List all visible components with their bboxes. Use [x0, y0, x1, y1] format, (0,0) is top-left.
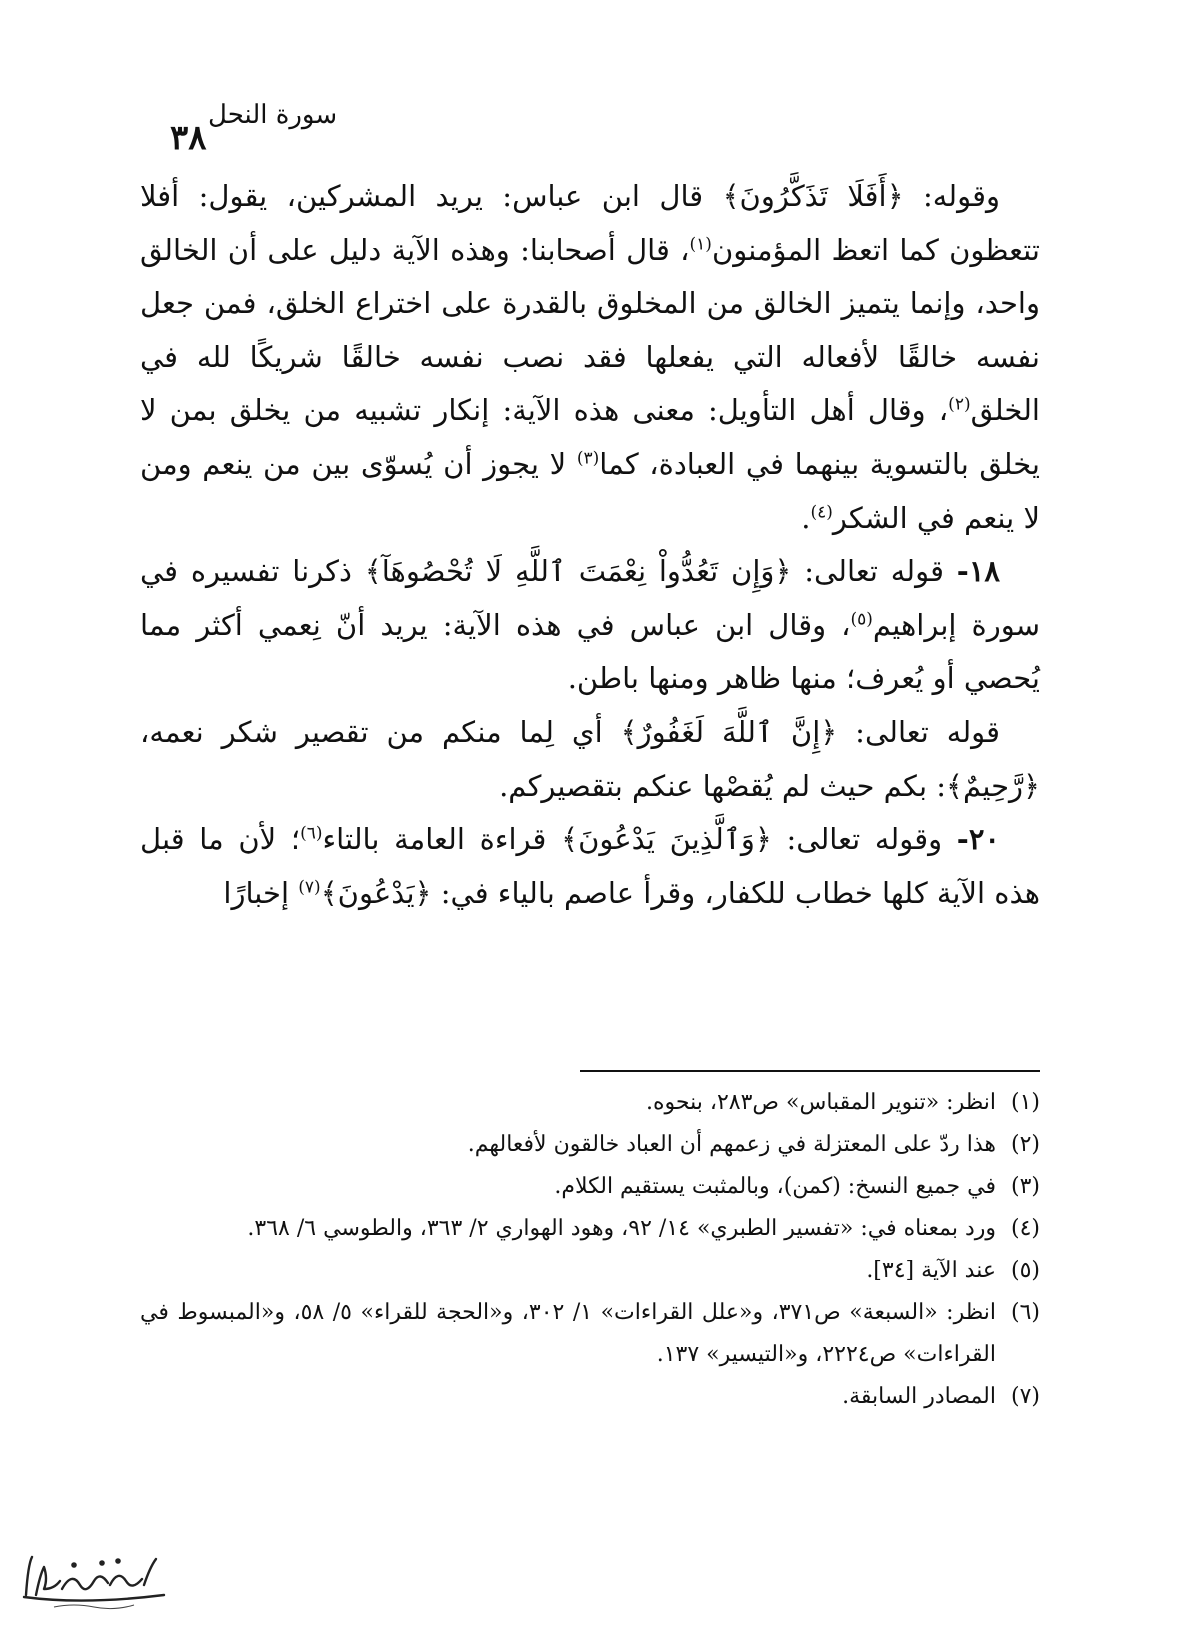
text-span: إخبارًا [223, 875, 299, 910]
footnote-number: (٣) [1010, 1174, 1040, 1199]
paragraph-1 [140, 170, 1040, 545]
paragraph-3 [140, 706, 1040, 813]
verse-number: ١٨- [956, 554, 1000, 589]
quran-quote: ﴿يَدْعُونَ﴾ [320, 875, 432, 910]
calligraphy-logo-icon [14, 1545, 174, 1615]
footnote-item [140, 1376, 1040, 1418]
footnote-ref[interactable]: (٣) [576, 448, 600, 469]
footnote-ref[interactable]: (١) [689, 233, 712, 254]
footnote-number: (٤) [1010, 1216, 1040, 1241]
text-span: ؛ لأن ما قبل هذه الآية كلها خطاب للكفار، وقرأ عاصم بالياء في: [140, 822, 1040, 910]
text-span: ذكرنا تفسيره في سورة إبراهيم [140, 554, 1040, 642]
footnote-number: (١) [1010, 1090, 1040, 1115]
text-span: قراءة العامة بالتاء [322, 822, 562, 857]
footnote-item [140, 1250, 1040, 1292]
footnote-number: (٦) [1010, 1300, 1040, 1325]
footnote-ref[interactable]: (٧) [298, 877, 321, 898]
running-head-title: سورة النحل [208, 100, 338, 130]
footnote-number: (٥) [1010, 1258, 1040, 1283]
text-span: وقوله: [903, 179, 1000, 213]
text-span: قال ابن عباس: يريد المشركين، يقول: أفلا تتعظون كما اتعظ المؤمنون [140, 179, 1040, 267]
footnote-number: (٧) [1010, 1384, 1040, 1409]
footnote-separator [580, 1070, 1040, 1072]
footnote-text: انظر: «تنوير المقباس» ص٢٨٣، بنحوه. [646, 1090, 996, 1115]
main-text [140, 170, 1040, 920]
paragraph-4 [140, 813, 1040, 920]
footnote-ref[interactable]: (٦) [300, 823, 323, 844]
footnote-text: عند الآية [٣٤]. [866, 1258, 996, 1283]
footnote-item [140, 1124, 1040, 1166]
footnote-text: انظر: «السبعة» ص٣٧١، و«علل القراءات» ١/ ٣٠٢، و«الحجة للقراء» ٥/ ٥٨، و«المبسوط في القراءات» ص٢٢٢٤، و«التيسير» ١٣٧. [140, 1300, 996, 1367]
footnote-item [140, 1292, 1040, 1376]
footnote-item [140, 1208, 1040, 1250]
quran-quote: ﴿وَٱلَّذِينَ يَدْعُونَ﴾ [561, 822, 772, 857]
text-span: . [801, 500, 811, 535]
quran-quote: ﴿إِنَّ ٱللَّهَ لَغَفُورٌ﴾ [620, 714, 838, 749]
paragraph-2 [140, 545, 1040, 706]
footnote-text: هذا ردّ على المعتزلة في زعمهم أن العباد خالقون لأفعالهم. [467, 1132, 996, 1157]
text-span: أي لِما منكم من تقصير شكر نعمه، [140, 714, 621, 749]
text-span: قوله تعالى: [791, 554, 957, 589]
footnote-text: المصادر السابقة. [842, 1384, 996, 1409]
text-span: ، وقال أهل التأويل: معنى هذه الآية: إنكار تشبيه من يخلق بمن لا يخلق بالتسوية بينهما في العبادة، كما [140, 393, 1040, 481]
verse-number: ٢٠- [956, 822, 1000, 857]
footnote-item [140, 1082, 1040, 1124]
footnote-text: ورد بمعناه في: «تفسير الطبري» ١٤/ ٩٢، وهود الهواري ٢/ ٣٦٣، والطوسي ٦/ ٣٦٨. [247, 1216, 996, 1241]
footnote-ref[interactable]: (٥) [850, 609, 873, 630]
footnote-ref[interactable]: (٤) [810, 501, 833, 522]
text-span: قوله تعالى: [837, 714, 1001, 749]
footnote-number: (٢) [1010, 1132, 1040, 1157]
text-span: وقوله تعالى: [771, 822, 957, 857]
quran-quote: ﴿رَّحِيمٌ﴾ [946, 768, 1040, 803]
text-span: لا يجوز أن يُسوّى بين من ينعم ومن لا ينعم في الشكر [140, 446, 1040, 535]
footnotes [140, 1082, 1040, 1418]
text-span: ، قال أصحابنا: وهذه الآية دليل على أن الخالق واحد، وإنما يتميز الخالق من المخلوق بالقدرة على اختراع الخلق، فمن جعل نفسه خالقًا لأفعاله التي يفعلها فقد نصب نفسه خالقًا شريكًا لله في الخلق [140, 232, 1040, 428]
footnote-item [140, 1166, 1040, 1208]
footnote-text: في جميع النسخ: (كمن)، وبالمثبت يستقيم الكلام. [554, 1174, 996, 1199]
text-span: ، وقال ابن عباس في هذه الآية: يريد أنّ نِعمي أكثر مما يُحصي أو يُعرف؛ منها ظاهر ومنها باطن. [140, 607, 1040, 696]
quran-quote: ﴿وَإِن تَعُدُّواْ نِعْمَتَ ٱللَّهِ لَا تُحْصُوهَآ﴾ [364, 554, 792, 589]
page-number: ٣٨ [170, 118, 207, 158]
text-span: : بكم حيث لم يُقصْها عنكم بتقصيركم. [499, 768, 947, 803]
footnote-ref[interactable]: (٢) [948, 394, 971, 415]
quran-quote: ﴿أَفَلَا تَذَكَّرُونَ﴾ [722, 179, 904, 213]
